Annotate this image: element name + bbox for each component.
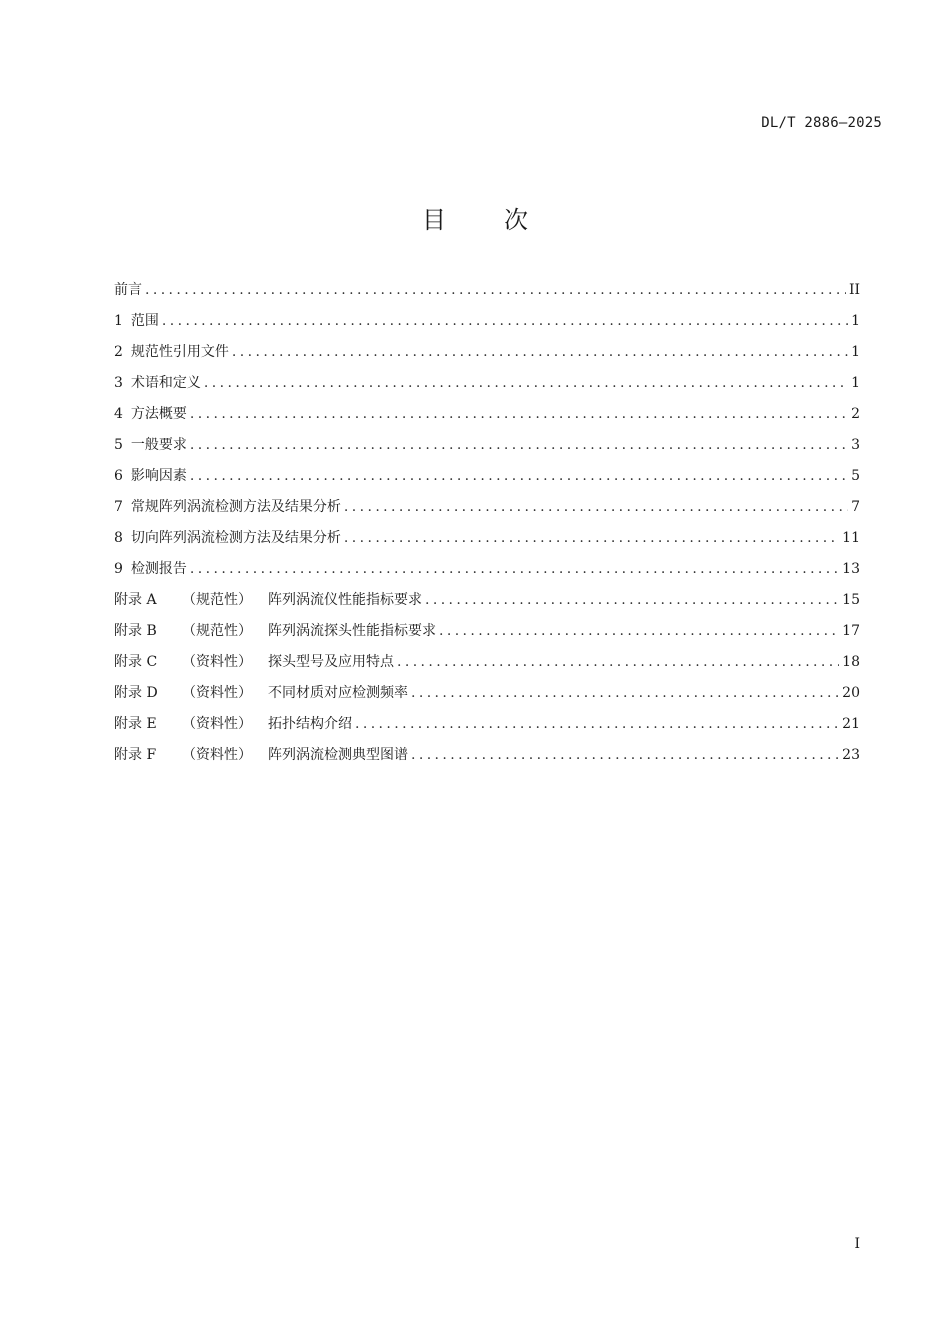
toc-entry-number: 9 — [114, 561, 123, 577]
toc-appendix-a[interactable] — [114, 588, 860, 619]
toc-entry-number: 8 — [114, 530, 123, 546]
page-title — [0, 200, 950, 235]
toc-entry-label: 常规阵列涡流检测方法及结果分析 — [130, 499, 341, 515]
dot-leader — [411, 743, 839, 768]
toc-entry-7[interactable] — [114, 495, 860, 526]
toc-entry-5[interactable] — [114, 433, 860, 464]
toc-entry-page: 11 — [842, 530, 860, 546]
appendix-kind: （资料性） — [182, 654, 252, 670]
toc-entry-page: 1 — [851, 375, 860, 391]
page-number: I — [854, 1236, 860, 1252]
toc-entry-label: 切向阵列涡流检测方法及结果分析 — [130, 530, 341, 546]
toc-entry-number: 2 — [114, 344, 123, 360]
title-char-2: 次 — [504, 206, 528, 234]
toc-entry-number: 1 — [114, 313, 123, 329]
toc-entry-page: II — [848, 282, 860, 298]
toc-entry-8[interactable] — [114, 526, 860, 557]
dot-leader — [145, 278, 846, 303]
dot-leader — [397, 650, 839, 675]
appendix-kind: （规范性） — [182, 623, 252, 639]
standard-code: DL/T 2886—2025 — [761, 115, 882, 131]
toc-entry-page: 23 — [842, 747, 860, 763]
dot-leader — [232, 340, 848, 365]
dot-leader — [190, 464, 848, 489]
appendix-label: 探头型号及应用特点 — [268, 654, 394, 670]
toc-entry-1[interactable] — [114, 309, 860, 340]
toc-entry-label: 前言 — [114, 282, 142, 298]
toc-appendix-d[interactable] — [114, 681, 860, 712]
toc-entry-page: 20 — [842, 685, 860, 701]
appendix-kind: （资料性） — [182, 685, 252, 701]
toc-entry-page: 1 — [851, 313, 860, 329]
toc-appendix-f[interactable] — [114, 743, 860, 774]
toc-entry-4[interactable] — [114, 402, 860, 433]
appendix-label: 阵列涡流探头性能指标要求 — [268, 623, 436, 639]
toc-entry-6[interactable] — [114, 464, 860, 495]
table-of-contents — [114, 278, 860, 774]
toc-entry-2[interactable] — [114, 340, 860, 371]
dot-leader — [162, 309, 848, 334]
appendix-prefix: 附录 E — [114, 716, 157, 732]
title-char-1: 目 — [422, 206, 446, 234]
appendix-prefix: 附录 A — [114, 592, 157, 608]
toc-entry-3[interactable] — [114, 371, 860, 402]
toc-appendix-b[interactable] — [114, 619, 860, 650]
dot-leader — [190, 433, 848, 458]
dot-leader — [344, 495, 848, 520]
appendix-label: 拓扑结构介绍 — [268, 716, 352, 732]
toc-entry-page: 13 — [842, 561, 860, 577]
dot-leader — [411, 681, 839, 706]
toc-entry-page: 3 — [851, 437, 860, 453]
toc-entry-page: 18 — [842, 654, 860, 670]
toc-entry-label: 范围 — [130, 313, 159, 329]
toc-entry-number: 3 — [114, 375, 123, 391]
toc-entry-number: 7 — [114, 499, 123, 515]
toc-entry-number: 6 — [114, 468, 123, 484]
toc-entry-page: 1 — [851, 344, 860, 360]
toc-entry-foreword[interactable] — [114, 278, 860, 309]
toc-entry-label: 术语和定义 — [130, 375, 201, 391]
appendix-kind: （资料性） — [182, 747, 252, 763]
toc-entry-page: 5 — [851, 468, 860, 484]
dot-leader — [190, 557, 839, 582]
dot-leader — [190, 402, 848, 427]
toc-entry-label: 一般要求 — [130, 437, 187, 453]
appendix-prefix: 附录 C — [114, 654, 158, 670]
toc-entry-label: 检测报告 — [130, 561, 187, 577]
appendix-kind: （资料性） — [182, 716, 252, 732]
toc-entry-number: 4 — [114, 406, 123, 422]
dot-leader — [355, 712, 839, 737]
toc-entry-label: 影响因素 — [130, 468, 187, 484]
appendix-prefix: 附录 D — [114, 685, 158, 701]
toc-entry-9[interactable] — [114, 557, 860, 588]
dot-leader — [425, 588, 839, 613]
appendix-prefix: 附录 F — [114, 747, 157, 763]
toc-entry-label: 规范性引用文件 — [130, 344, 229, 360]
toc-entry-page: 15 — [842, 592, 860, 608]
toc-appendix-c[interactable] — [114, 650, 860, 681]
appendix-label: 阵列涡流仪性能指标要求 — [268, 592, 422, 608]
dot-leader — [204, 371, 848, 396]
dot-leader — [344, 526, 839, 551]
toc-appendix-e[interactable] — [114, 712, 860, 743]
appendix-label: 阵列涡流检测典型图谱 — [268, 747, 408, 763]
toc-entry-label: 方法概要 — [130, 406, 187, 422]
dot-leader — [439, 619, 839, 644]
toc-entry-page: 7 — [851, 499, 860, 515]
toc-entry-page: 17 — [842, 623, 860, 639]
appendix-label: 不同材质对应检测频率 — [268, 685, 408, 701]
appendix-kind: （规范性） — [182, 592, 252, 608]
appendix-prefix: 附录 B — [114, 623, 157, 639]
toc-entry-page: 2 — [851, 406, 860, 422]
toc-entry-number: 5 — [114, 437, 123, 453]
toc-entry-page: 21 — [842, 716, 860, 732]
